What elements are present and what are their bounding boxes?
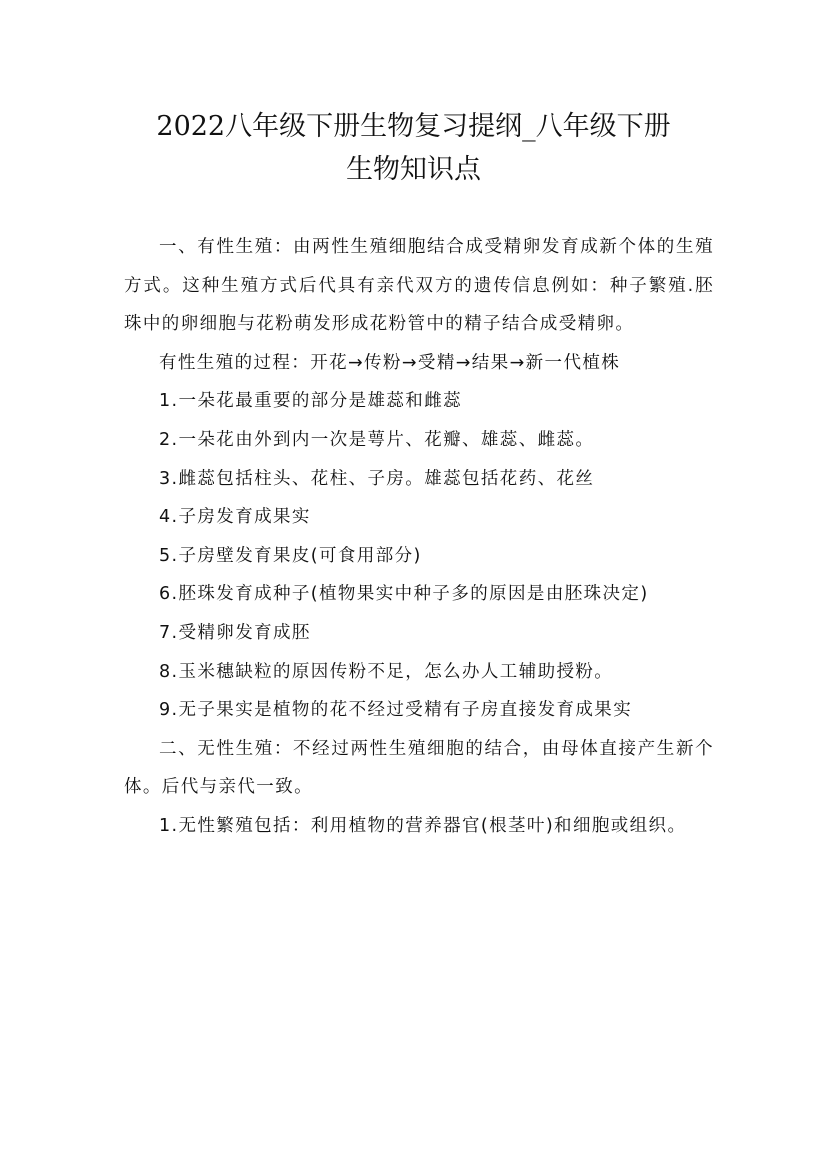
document-body xyxy=(124,228,714,846)
list-item-6: 6.胚珠发育成种子(植物果实中种子多的原因是由胚珠决定) xyxy=(159,584,649,605)
list-item-3: 3.雌蕊包括柱头、花柱、子房。雄蕊包括花药、花丝 xyxy=(159,468,595,489)
list-item-7: 7.受精卵发育成胚 xyxy=(159,622,311,643)
list-item-9: 9.无子果实是植物的花不经过受精有子房直接发育成果实 xyxy=(159,700,633,721)
paragraph-reproduction-process: 有性生殖的过程：开花→传粉→受精→结果→新一代植株 xyxy=(159,352,621,373)
list-item-2: 2.一朵花由外到内一次是萼片、花瓣、雄蕊、雌蕊。 xyxy=(159,429,595,450)
list-item-8: 8.玉米穗缺粒的原因传粉不足，怎么办人工辅助授粉。 xyxy=(159,661,614,682)
list-item-4: 4.子房发育成果实 xyxy=(159,507,311,528)
document-title-line-1: 2022八年级下册生物复习提纲_八年级下册 xyxy=(156,111,671,142)
list-item-5: 5.子房壁发育果皮(可食用部分) xyxy=(159,545,422,566)
paragraph-asexual-reproduction: 二、无性生殖：不经过两性生殖细胞的结合，由母体直接产生新个体。后代与亲代一致。 xyxy=(124,738,714,798)
paragraph-sexual-reproduction: 一、有性生殖：由两性生殖细胞结合成受精卵发育成新个体的生殖方式。这种生殖方式后代具有亲代双方的遗传信息例如：种子繁殖.胚珠中的卵细胞与花粉萌发形成花粉管中的精子结合成受精卵。 xyxy=(124,237,714,335)
list-item-asexual-1: 1.无性繁殖包括：利用植物的营养器官(根茎叶)和细胞或组织。 xyxy=(159,815,687,836)
list-item-1: 1.一朵花最重要的部分是雄蕊和雌蕊 xyxy=(159,391,462,412)
document-title-line-2: 生物知识点 xyxy=(346,154,481,185)
